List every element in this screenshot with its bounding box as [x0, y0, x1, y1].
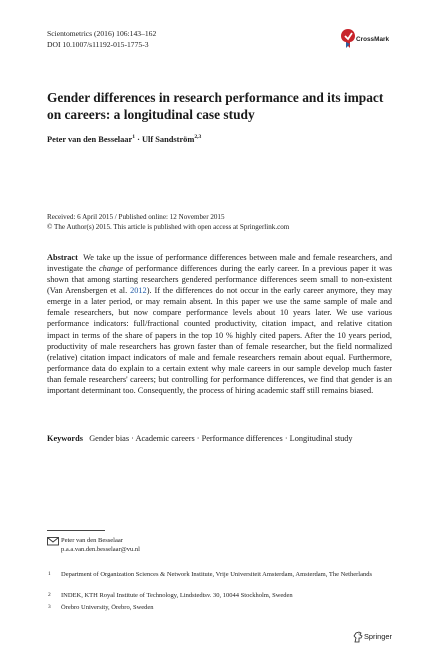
received-published-line: Received: 6 April 2015 / Published online: 12 November 2015: [47, 213, 225, 221]
affiliation-3: Örebro University, Örebro, Sweden: [61, 604, 154, 611]
affiliation-number: 1: [48, 571, 51, 577]
citation-link[interactable]: 2012: [130, 286, 147, 296]
corresponding-email[interactable]: p.a.a.van.den.besselaar@vu.nl: [61, 545, 140, 553]
keywords-label: Keywords: [47, 434, 83, 443]
publication-dates: [47, 212, 289, 232]
springer-horse-icon: [353, 631, 363, 643]
affiliation-1: Department of Organization Sciences & Network Institute, Vrije Universiteit Amsterdam, Amsterdam, The Netherlands: [61, 571, 372, 578]
abstract-label: Abstract: [47, 253, 78, 262]
publisher-logo: [353, 631, 405, 645]
crossmark-badge[interactable]: [341, 29, 393, 51]
affiliation-2: INDEK, KTH Royal Institute of Technology, Lindstedtsv. 30, 10044 Stockholm, Sweden: [61, 592, 293, 599]
author-separator: ·: [137, 134, 140, 144]
crossmark-label: CrossMark: [356, 36, 390, 43]
crossmark-icon: [341, 29, 355, 49]
author-name[interactable]: Ulf Sandström: [142, 134, 195, 144]
corresponding-name: Peter van den Besselaar: [61, 537, 123, 544]
abstract-text: of performance differences during the early career. In a previous paper it was shown that among starting researchers gendered performance differences seem small to non-existent (Van Arensbergen et al.: [47, 264, 392, 296]
author-name[interactable]: Peter van den Besselaar: [47, 134, 133, 144]
affiliation-number: 2: [48, 592, 51, 598]
article-title: Gender differences in research performance and its impact on careers: a longitudinal case study: [47, 90, 384, 122]
affiliation-ref: 2,3: [194, 134, 202, 140]
affiliation-ref: 1: [132, 134, 136, 140]
journal-header: [47, 28, 156, 50]
affiliation-number: 3: [48, 604, 51, 610]
abstract-text: ). If the differences do not occur in the early career anymore, they may emerge in a later period, or may remain absent. In this paper we use the same sample of male and female researchers, but now compare performance levels about 10 years later. We use various performance indicators: full/fractional counted productivity, citation impact, and relative citation impact in terms of the share of papers in the top 10 % highly cited papers. After the 10 years period, productivity of male researchers has grown faster than of female researcher, but the field normalized (relative) citation impact indicators of male and female researchers remain about equal. Furthermore, performance data do explain to a certain extent why male careers in our sample develop much faster than female researchers' careers; but controlling for performance differences, we find that gender is an important determinant too. Consequently, the process of hiring academic staff still remains biased.: [47, 286, 393, 395]
abstract-text: We take up the issue of performance differences between male and female researchers, and investigate the: [47, 253, 392, 274]
keywords: [47, 433, 392, 444]
keywords-list: Gender bias · Academic careers · Performance differences · Longitudinal study: [89, 434, 353, 443]
footnote-divider: [47, 530, 105, 531]
copyright-line: © The Author(s) 2015. This article is published with open access at Springerlink.com: [47, 223, 290, 231]
abstract-emphasis: change: [98, 264, 123, 274]
doi[interactable]: DOI 10.1007/s11192-015-1775-3: [47, 40, 149, 49]
publisher-name: Springer: [364, 632, 392, 641]
mail-icon: [47, 537, 61, 547]
author-list: [47, 134, 201, 144]
corresponding-author: [61, 537, 140, 554]
journal-citation: Scientometrics (2016) 106:143–162: [47, 29, 157, 38]
abstract: [47, 252, 392, 396]
